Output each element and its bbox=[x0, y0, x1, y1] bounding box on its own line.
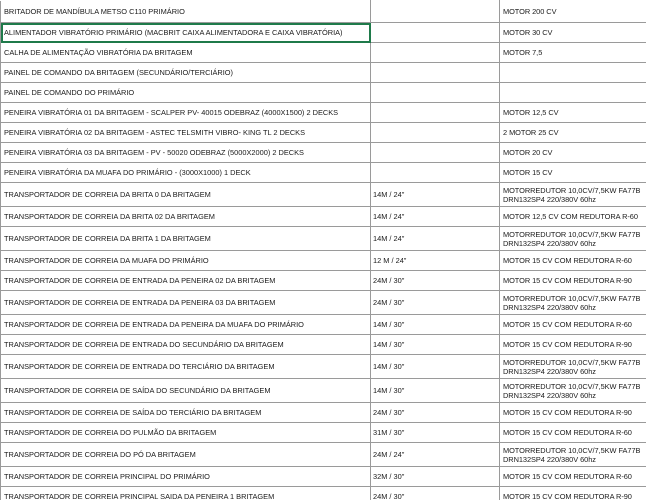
table-row bbox=[1, 443, 646, 467]
table-row bbox=[1, 291, 646, 315]
motor-cell[interactable]: MOTOR 15 CV COM REDUTORA R-60 bbox=[500, 467, 646, 487]
size-cell[interactable]: 14M / 30" bbox=[371, 355, 500, 379]
table-row bbox=[1, 315, 646, 335]
table-row bbox=[1, 467, 646, 487]
description-cell[interactable]: TRANSPORTADOR DE CORREIA DE SAÍDA DO SECUNDÁRIO DA BRITAGEM bbox=[1, 379, 371, 403]
motor-cell[interactable]: MOTOR 20 CV bbox=[500, 143, 646, 163]
table-row bbox=[1, 355, 646, 379]
size-cell[interactable]: 24M / 30" bbox=[371, 487, 500, 500]
table-row bbox=[1, 63, 646, 83]
table-row bbox=[1, 423, 646, 443]
description-cell[interactable]: TRANSPORTADOR DE CORREIA DE ENTRADA DO SECUNDÁRIO DA BRITAGEM bbox=[1, 335, 371, 355]
motor-cell[interactable]: MOTOR 15 CV COM REDUTORA R-90 bbox=[500, 271, 646, 291]
description-cell[interactable]: TRANSPORTADOR DE CORREIA DE ENTRADA DA PENEIRA DA MUAFA DO PRIMÁRIO bbox=[1, 315, 371, 335]
description-cell[interactable]: PENEIRA VIBRATÓRIA 02 DA BRITAGEM - ASTEC TELSMITH VIBRO- KING TL 2 DECKS bbox=[1, 123, 371, 143]
size-cell[interactable]: 31M / 30" bbox=[371, 423, 500, 443]
description-cell[interactable]: TRANSPORTADOR DE CORREIA DA BRITA 1 DA BRITAGEM bbox=[1, 227, 371, 251]
size-cell[interactable]: 24M / 30" bbox=[371, 403, 500, 423]
size-cell[interactable] bbox=[371, 43, 500, 63]
motor-cell[interactable]: MOTOR 12,5 CV COM REDUTORA R-60 bbox=[500, 207, 646, 227]
table-row bbox=[1, 403, 646, 423]
table-body bbox=[1, 1, 646, 500]
motor-cell[interactable]: MOTOR 15 CV COM REDUTORA R-60 bbox=[500, 315, 646, 335]
size-cell[interactable] bbox=[371, 163, 500, 183]
size-cell[interactable] bbox=[371, 63, 500, 83]
size-cell[interactable] bbox=[371, 143, 500, 163]
table-row bbox=[1, 379, 646, 403]
table-row bbox=[1, 103, 646, 123]
description-cell[interactable]: TRANSPORTADOR DE CORREIA DE ENTRADA DA PENEIRA 02 DA BRITAGEM bbox=[1, 271, 371, 291]
description-cell[interactable]: PENEIRA VIBRATÓRIA 01 DA BRITAGEM - SCALPER PV- 40015 ODEBRAZ (4000X1500) 2 DECKS bbox=[1, 103, 371, 123]
size-cell[interactable]: 24M / 30" bbox=[371, 291, 500, 315]
size-cell[interactable] bbox=[371, 83, 500, 103]
motor-cell[interactable]: MOTORREDUTOR 10,0CV/7,5KW FA77B DRN132SP4 220/380V 60hz bbox=[500, 355, 646, 379]
table-row bbox=[1, 335, 646, 355]
size-cell[interactable]: 12 M / 24" bbox=[371, 251, 500, 271]
description-cell[interactable]: TRANSPORTADOR DE CORREIA DE SAÍDA DO TERCIÁRIO DA BRITAGEM bbox=[1, 403, 371, 423]
table-row bbox=[1, 83, 646, 103]
description-cell[interactable]: BRITADOR DE MANDÍBULA METSO C110 PRIMÁRIO bbox=[1, 1, 371, 23]
motor-cell[interactable]: 2 MOTOR 25 CV bbox=[500, 123, 646, 143]
description-cell[interactable]: TRANSPORTADOR DE CORREIA DA BRITA 0 DA BRITAGEM bbox=[1, 183, 371, 207]
motor-cell[interactable]: MOTOR 12,5 CV bbox=[500, 103, 646, 123]
description-cell[interactable]: TRANSPORTADOR DE CORREIA DA MUAFA DO PRIMÁRIO bbox=[1, 251, 371, 271]
motor-cell[interactable]: MOTOR 15 CV COM REDUTORA R-90 bbox=[500, 403, 646, 423]
description-cell[interactable]: TRANSPORTADOR DE CORREIA DO PÓ DA BRITAGEM bbox=[1, 443, 371, 467]
table-row bbox=[1, 251, 646, 271]
table-row bbox=[1, 271, 646, 291]
motor-cell[interactable]: MOTOR 7,5 bbox=[500, 43, 646, 63]
table-row bbox=[1, 143, 646, 163]
size-cell[interactable]: 24M / 30" bbox=[371, 271, 500, 291]
motor-cell[interactable]: MOTOR 15 CV COM REDUTORA R-90 bbox=[500, 487, 646, 500]
size-cell[interactable]: 14M / 24" bbox=[371, 227, 500, 251]
size-cell[interactable]: 14M / 24" bbox=[371, 183, 500, 207]
motor-cell[interactable]: MOTOR 15 CV COM REDUTORA R-90 bbox=[500, 335, 646, 355]
size-cell[interactable]: 14M / 30" bbox=[371, 335, 500, 355]
size-cell[interactable]: 32M / 30" bbox=[371, 467, 500, 487]
description-cell[interactable]: TRANSPORTADOR DE CORREIA PRINCIPAL SAIDA DA PENEIRA 1 BRITAGEM bbox=[1, 487, 371, 500]
table-row bbox=[1, 123, 646, 143]
table-row bbox=[1, 163, 646, 183]
description-cell[interactable]: PENEIRA VIBRATÓRIA 03 DA BRITAGEM - PV - 50020 ODEBRAZ (5000X2000) 2 DECKS bbox=[1, 143, 371, 163]
size-cell[interactable]: 14M / 24" bbox=[371, 207, 500, 227]
table-row bbox=[1, 207, 646, 227]
motor-cell[interactable]: MOTORREDUTOR 10,0CV/7,5KW FA77B DRN132SP4 220/380V 60hz bbox=[500, 379, 646, 403]
description-cell[interactable]: TRANSPORTADOR DE CORREIA DE ENTRADA DA PENEIRA 03 DA BRITAGEM bbox=[1, 291, 371, 315]
size-cell[interactable]: 14M / 30" bbox=[371, 379, 500, 403]
description-cell[interactable]: TRANSPORTADOR DE CORREIA DO PULMÃO DA BRITAGEM bbox=[1, 423, 371, 443]
table-row bbox=[1, 183, 646, 207]
description-cell[interactable]: TRANSPORTADOR DE CORREIA DE ENTRADA DO TERCIÁRIO DA BRITAGEM bbox=[1, 355, 371, 379]
description-cell[interactable]: TRANSPORTADOR DE CORREIA PRINCIPAL DO PRIMÁRIO bbox=[1, 467, 371, 487]
description-cell[interactable]: ALIMENTADOR VIBRATÓRIO PRIMÁRIO (MACBRIT CAIXA ALIMENTADORA E CAIXA VIBRATÓRIA) bbox=[1, 23, 371, 43]
table-row bbox=[1, 23, 646, 43]
motor-cell[interactable]: MOTORREDUTOR 10,0CV/7,5KW FA77B DRN132SP4 220/380V 60hz bbox=[500, 443, 646, 467]
motor-cell[interactable]: MOTOR 200 CV bbox=[500, 1, 646, 23]
table-row bbox=[1, 487, 646, 500]
motor-cell[interactable] bbox=[500, 83, 646, 103]
description-cell[interactable]: PAINEL DE COMANDO DO PRIMÁRIO bbox=[1, 83, 371, 103]
description-cell[interactable]: PAINEL DE COMANDO DA BRITAGEM (SECUNDÁRIO/TERCIÁRIO) bbox=[1, 63, 371, 83]
size-cell[interactable]: 14M / 30" bbox=[371, 315, 500, 335]
size-cell[interactable]: 24M / 24" bbox=[371, 443, 500, 467]
table-row bbox=[1, 43, 646, 63]
motor-cell[interactable]: MOTOR 15 CV COM REDUTORA R-60 bbox=[500, 251, 646, 271]
motor-cell[interactable]: MOTOR 30 CV bbox=[500, 23, 646, 43]
description-cell[interactable]: TRANSPORTADOR DE CORREIA DA BRITA 02 DA BRITAGEM bbox=[1, 207, 371, 227]
motor-cell[interactable]: MOTORREDUTOR 10,0CV/7,5KW FA77B DRN132SP4 220/380V 60hz bbox=[500, 183, 646, 207]
description-cell[interactable]: CALHA DE ALIMENTAÇÃO VIBRATÓRIA DA BRITAGEM bbox=[1, 43, 371, 63]
motor-cell[interactable]: MOTORREDUTOR 10,0CV/7,5KW FA77B DRN132SP4 220/380V 60hz bbox=[500, 227, 646, 251]
description-cell[interactable]: PENEIRA VIBRATÓRIA DA MUAFA DO PRIMÁRIO - (3000X1000) 1 DECK bbox=[1, 163, 371, 183]
motor-cell[interactable]: MOTORREDUTOR 10,0CV/7,5KW FA77B DRN132SP4 220/380V 60hz bbox=[500, 291, 646, 315]
size-cell[interactable] bbox=[371, 23, 500, 43]
size-cell[interactable] bbox=[371, 123, 500, 143]
table-row bbox=[1, 1, 646, 23]
motor-cell[interactable]: MOTOR 15 CV bbox=[500, 163, 646, 183]
table-row bbox=[1, 227, 646, 251]
motor-cell[interactable]: MOTOR 15 CV COM REDUTORA R-60 bbox=[500, 423, 646, 443]
size-cell[interactable] bbox=[371, 1, 500, 23]
size-cell[interactable] bbox=[371, 103, 500, 123]
motor-cell[interactable] bbox=[500, 63, 646, 83]
